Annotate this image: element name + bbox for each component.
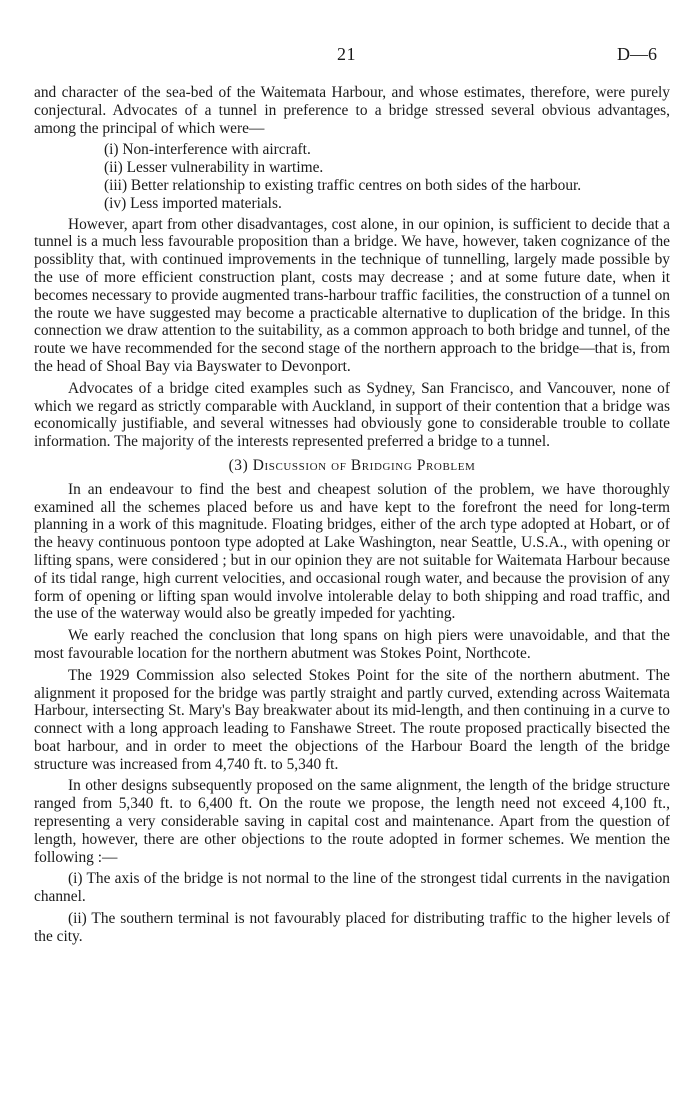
section-heading: (3) Discussion of Bridging Problem bbox=[228, 456, 476, 474]
list-item: (iv) Less imported materials. bbox=[104, 194, 282, 212]
list-item: (iii) Better relationship to existing traffic centres on both sides of the harbour. bbox=[104, 176, 582, 194]
advantages-list bbox=[34, 141, 670, 212]
paragraph: In an endeavour to find the best and cheapest solution of the problem, we have thoroughly examined all the schemes placed before us and have kept to the forefront the need for long-term planning in a work of this magnitude. Floating bridges, either of the arch type adopted at Hobart, or of the heavy continuous pontoon type adopted at Lake Washington, near Seattle, U.S.A., with opening or lifting spans, were considered ; but in our opinion they are not suitable for Waitemata Harbour because of its tidal range, high current velocities, and occasional rough water, and because the provision of any form of opening or lifting span would involve intolerable delay to both shipping and road traffic, and the use of the waterway would also be greatly impeded for yachting. bbox=[34, 480, 670, 623]
list-item: (i) Non-interference with aircraft. bbox=[104, 141, 311, 159]
paragraph: We early reached the conclusion that long spans on high piers were unavoidable, and that the most favourable location for the northern abutment was Stokes Point, Northcote. bbox=[34, 627, 670, 662]
body-text bbox=[34, 84, 670, 950]
list-item: (ii) Lesser vulnerability in wartime. bbox=[104, 159, 324, 177]
paragraph: and character of the sea-bed of the Waitemata Harbour, and whose estimates, therefore, were purely conjectural. Advocates of a tunnel in preference to a bridge stressed several obvious advantages, among the principal of which were— bbox=[34, 84, 670, 137]
objection-item: (ii) The southern terminal is not favourably placed for distributing traffic to the higher levels of the city. bbox=[34, 910, 670, 945]
paragraph: Advocates of a bridge cited examples such as Sydney, San Francisco, and Vancouver, none of which we regard as strictly comparable with Auckland, in support of their contention that a bridge was economically justifiable, and several witnesses had obviously gone to considerable trouble to collate information. The majority of the interests represented preferred a bridge to a tunnel. bbox=[34, 379, 670, 451]
page-number: 21 bbox=[337, 44, 356, 64]
series-code: D—6 bbox=[617, 44, 657, 64]
paragraph: In other designs subsequently proposed on the same alignment, the length of the bridge structure ranged from 5,340 ft. to 6,400 ft. On the route we propose, the length need not exceed 4,100 ft., representing a very considerable saving in capital cost and maintenance. Apart from the question of length, however, there are other objections to the route adopted in former schemes. We mention the following :— bbox=[34, 777, 670, 866]
objection-item: (i) The axis of the bridge is not normal to the line of the strongest tidal currents in the navigation channel. bbox=[34, 870, 670, 906]
paragraph: However, apart from other disadvantages, cost alone, in our opinion, is sufficient to decide that a tunnel is a much less favourable proposition than a bridge. We have, however, taken cognizance of the possiblity that, with continued improvements in the technique of tunnelling, largely made possible by the use of more efficient construction plant, costs may decrease ; and at some future date, when it becomes necessary to provide augmented trans-harbour traffic facilities, the construction of a tunnel on the route we have suggested may become a practicable alternative to duplication of the bridge. In this connection we draw attention to the suitability, as a common approach to both bridge and tunnel, of the route we have recommended for the second stage of the northern approach to the bridge—that is, from the head of Shoal Bay via Bayswater to Devonport. bbox=[34, 215, 670, 375]
page-header bbox=[0, 44, 700, 68]
paragraph: The 1929 Commission also selected Stokes Point for the site of the northern abutment. The alignment it proposed for the bridge was partly straight and partly curved, extending across Waitemata Harbour, intersecting St. Mary's Bay breakwater about its mid-length, and then continuing in a curve to connect with a long approach leading to Fanshawe Street. The route proposed practically bisected the boat harbour, and in order to meet the objections of the Harbour Board the length of the bridge structure was increased from 4,740 ft. to 5,340 ft. bbox=[34, 666, 670, 773]
